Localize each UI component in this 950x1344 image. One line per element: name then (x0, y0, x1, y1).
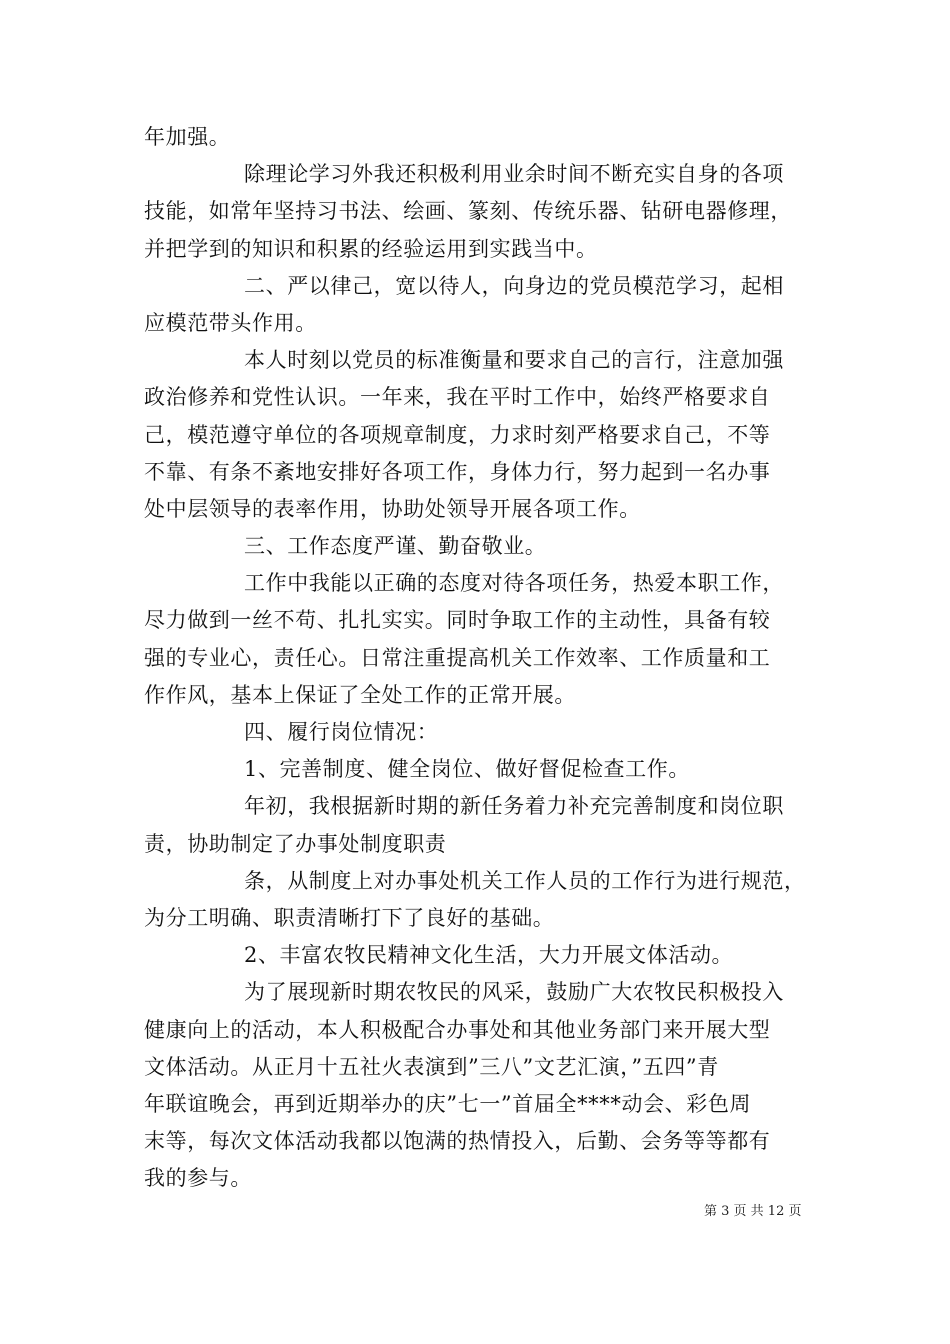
text-line: 文体活动。从正月十五社火表演到”三八”文艺汇演，”五四”青 (144, 1054, 719, 1079)
text-line: 条，从制度上对办事处机关工作人员的工作行为进行规范， (244, 868, 806, 893)
text-line: 三、工作态度严谨、勤奋敬业。 (244, 534, 547, 559)
text-line: 处中层领导的表率作用，协助处领导开展各项工作。 (144, 496, 641, 521)
text-line: 二、严以律己，宽以待人，向身边的党员模范学习，起相 (244, 273, 784, 298)
text-line: 1、完善制度、健全岗位、做好督促检查工作。 (244, 757, 690, 782)
text-line: 己，模范遵守单位的各项规章制度，力求时刻严格要求自己，不等 (144, 422, 771, 447)
page-number-footer: 第 3 页 共 12 页 (704, 1204, 802, 1219)
text-line: 本人时刻以党员的标准衡量和要求自己的言行，注意加强 (244, 348, 784, 373)
text-line: 健康向上的活动，本人积极配合办事处和其他业务部门来开展大型 (144, 1017, 771, 1042)
text-line: 责，协助制定了办事处制度职责 (144, 831, 447, 856)
text-line: 工作中我能以正确的态度对待各项任务，热爱本职工作， (244, 571, 784, 596)
text-line: 年联谊晚会，再到近期举办的庆”七一”首届全****动会、彩色周 (144, 1091, 752, 1116)
text-line: 尽力做到一丝不苟、扎扎实实。同时争取工作的主动性，具备有较 (144, 608, 771, 633)
text-line: 年加强。 (144, 125, 231, 149)
text-line: 我的参与。 (144, 1166, 252, 1191)
text-line: 政治修养和党性认识。一年来，我在平时工作中，始终严格要求自 (144, 385, 771, 410)
text-line: 除理论学习外我还积极利用业余时间不断充实自身的各项 (244, 162, 784, 187)
text-line: 年初，我根据新时期的新任务着力补充完善制度和岗位职 (244, 794, 784, 819)
text-line: 2、丰富农牧民精神文化生活，大力开展文体活动。 (244, 943, 734, 968)
text-line: 为了展现新时期农牧民的风采，鼓励广大农牧民积极投入 (244, 980, 784, 1005)
text-line: 为分工明确、职责清晰打下了良好的基础。 (144, 905, 555, 930)
text-line: 四、履行岗位情况： (244, 720, 439, 744)
text-line: 应模范带头作用。 (144, 310, 317, 335)
text-line: 并把学到的知识和积累的经验运用到实践当中。 (144, 236, 598, 261)
text-line: 技能，如常年坚持习书法、绘画、篆刻、传统乐器、钻研电器修理， (144, 199, 792, 224)
text-line: 不靠、有条不紊地安排好各项工作，身体力行，努力起到一名办事 (144, 459, 771, 484)
text-line: 作作风，基本上保证了全处工作的正常开展。 (144, 682, 576, 707)
document-body (144, 119, 816, 1197)
text-line: 末等，每次文体活动我都以饱满的热情投入，后勤、会务等等都有 (144, 1129, 771, 1154)
text-line: 强的专业心，责任心。日常注重提高机关工作效率、工作质量和工 (144, 645, 771, 670)
